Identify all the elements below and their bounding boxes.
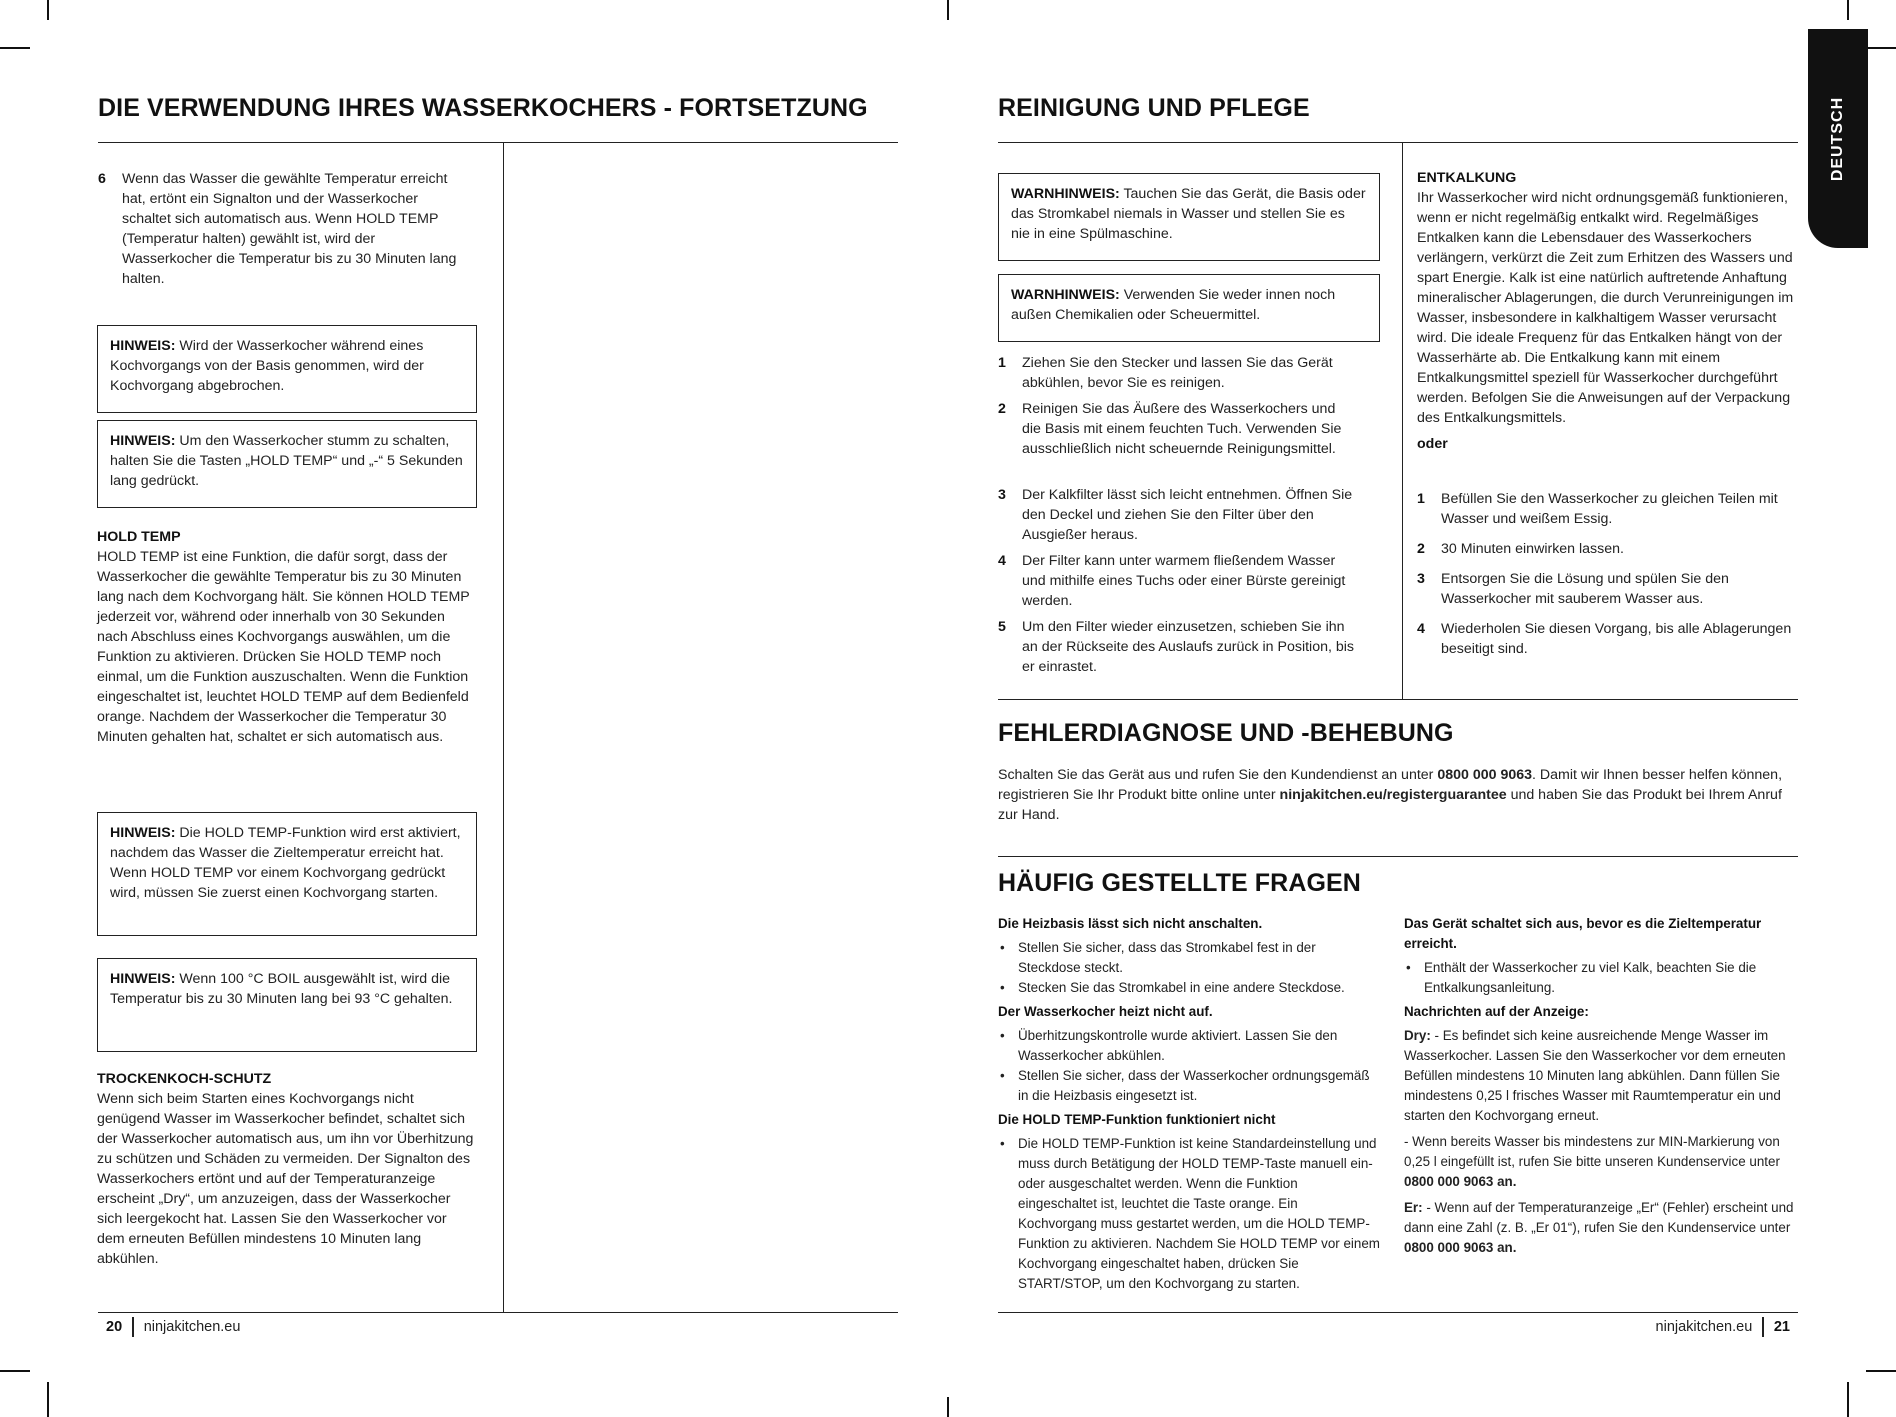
cleaning-step-5: [998, 617, 1358, 677]
footer-separator: [132, 1317, 134, 1337]
descaling-step-4: [1417, 619, 1792, 659]
phone-number: 0800 000 9063: [1437, 767, 1533, 783]
step-text: Reinigen Sie das Äußere des Wasserkochers und die Basis mit einem feuchten Tuch. Verwenden Sie ausschließlich nicht scheuernde Reinigungsmittel.: [1022, 401, 1342, 457]
faq-answer-list: [1404, 958, 1794, 998]
cleaning-step-1: [998, 353, 1358, 393]
note-box-1: [97, 325, 477, 413]
section-heading: TROCKENKOCH-SCHUTZ: [97, 1071, 272, 1087]
step-number: 2: [998, 401, 1006, 417]
faq-answer-item: • Stecken Sie das Stromkabel in eine andere Steckdose.: [998, 978, 1380, 998]
text-run: . Damit wir Ihnen besser helfen können, registrieren Sie Ihr Produkt bitte online unter: [998, 767, 1783, 803]
page-number: 21: [1773, 1318, 1790, 1335]
note-box-2: [97, 420, 477, 508]
cleaning-step-4: [998, 551, 1358, 611]
faq-question: Die HOLD TEMP-Funktion funktioniert nicht: [998, 1112, 1276, 1127]
note-text: Um den Wasserkocher stumm zu schalten, halten Sie die Tasten „HOLD TEMP“ und „-“ 5 Sekunden lang gedrückt.: [110, 433, 463, 489]
note-label: HINWEIS:: [110, 825, 176, 841]
note-label: HINWEIS:: [110, 338, 176, 354]
phone-number: 0800 000 9063 an.: [1404, 1240, 1517, 1255]
note-text: Die HOLD TEMP-Funktion wird erst aktiviert, nachdem das Wasser die Zieltemperatur erreicht hat. Wenn HOLD TEMP vor einem Kochvorgang gedrückt wird, müssen Sie zuerst einen Kochvorgang starten.: [110, 825, 461, 901]
page-number: 20: [106, 1318, 123, 1335]
warning-text: Verwenden Sie weder innen noch außen Chemikalien oder Scheuermittel.: [1011, 287, 1336, 323]
descaling-or: oder: [1417, 436, 1448, 452]
note-box-3: [97, 812, 477, 936]
crop-mark: [947, 0, 949, 20]
column-divider-left: [503, 142, 504, 1312]
title-rule-right: [998, 142, 1798, 143]
step-number: 6: [98, 171, 106, 187]
warning-label: WARNHINWEIS:: [1011, 287, 1120, 303]
step-number: 4: [1417, 621, 1425, 637]
column-divider-right: [1402, 142, 1403, 699]
note-label: HINWEIS:: [110, 971, 176, 987]
step-number: 2: [1417, 541, 1425, 557]
faq-answer-list: [998, 938, 1380, 998]
warning-text: Tauchen Sie das Gerät, die Basis oder das Stromkabel niemals in Wasser und stellen Sie es nie in eine Spülmaschine.: [1011, 186, 1366, 242]
footer-separator: [1762, 1317, 1764, 1337]
faq-column-right: [1404, 914, 1794, 1264]
step-text: Befüllen Sie den Wasserkocher zu gleichen Teilen mit Wasser und weißem Essig.: [1441, 491, 1778, 527]
crop-mark: [1847, 1382, 1849, 1417]
step-text: Der Filter kann unter warmem fließendem Wasser und mithilfe eines Tuchs oder einer Bürste gereinigt werden.: [1022, 553, 1346, 609]
descaling-step-3: [1417, 569, 1792, 609]
troubleshooting-text: [998, 765, 1788, 825]
crop-mark: [1847, 0, 1849, 20]
language-tab-label: DEUTSCH: [1829, 96, 1846, 181]
faq-answer-list: [998, 1134, 1380, 1294]
step-text: Wenn das Wasser die gewählte Temperatur erreicht hat, ertönt ein Signalton und der Wasserkocher schaltet sich automatisch aus. Wenn HOLD TEMP (Temperatur halten) gewählt ist, wird der Wasserkocher die Temperatur bis zu 30 Minuten lang halten.: [122, 171, 457, 287]
descaling-section: [1417, 168, 1801, 454]
display-message-dry: [1404, 1026, 1794, 1126]
footer-rule-left: [98, 1312, 898, 1313]
dry-boil-section: [97, 1069, 477, 1269]
crop-mark: [47, 1382, 49, 1417]
step-number: 1: [1417, 491, 1425, 507]
crop-mark: [0, 1370, 30, 1372]
step-number: 5: [998, 619, 1006, 635]
message-code: Dry:: [1404, 1028, 1431, 1043]
section-text: HOLD TEMP ist eine Funktion, die dafür sorgt, dass der Wasserkocher die gewählte Temperatur bis zu 30 Minuten lang nach dem Kochvorgang hält. Sie können HOLD TEMP jederzeit vor, während oder innerhalb von 30 Sekunden nach Abschluss eines Kochvorgangs auswählen, um die Funktion zu aktivieren. Drücken Sie HOLD TEMP noch einmal, um die Funktion auszuschalten. Wenn die Funktion eingeschaltet ist, leuchtet HOLD TEMP auf dem Bedienfeld orange. Nachdem der Wasserkocher die Temperatur 30 Minuten gehalten hat, schaltet er sich automatisch aus.: [97, 549, 470, 745]
descaling-step-2: [1417, 539, 1792, 559]
section-rule: [998, 699, 1798, 700]
descaling-heading: ENTKALKUNG: [1417, 170, 1517, 186]
cleaning-step-2: [998, 399, 1358, 459]
display-message-min: [1404, 1132, 1794, 1192]
registration-link[interactable]: ninjakitchen.eu/registerguarantee: [1279, 787, 1507, 803]
crop-mark: [47, 0, 49, 20]
language-tab: [1808, 29, 1868, 248]
hold-temp-section: [97, 527, 477, 747]
faq-title: HÄUFIG GESTELLTE FRAGEN: [998, 869, 1361, 897]
descaling-step-1: [1417, 489, 1792, 529]
crop-mark: [1866, 47, 1896, 49]
step-number: 4: [998, 553, 1006, 569]
step-text: 30 Minuten einwirken lassen.: [1441, 541, 1624, 557]
footer-site: ninjakitchen.eu: [1655, 1318, 1753, 1335]
note-text: Wenn 100 °C BOIL ausgewählt ist, wird die Temperatur bis zu 30 Minuten lang bei 93 °C gehalten.: [110, 971, 453, 1007]
warning-box-2: [998, 274, 1380, 342]
message-text: - Es befindet sich keine ausreichende Menge Wasser im Wasserkocher. Lassen Sie den Wasserkocher vor dem erneuten Befüllen mindestens 10 Minuten lang abkühlen. Dann füllen Sie mindestens 0,25 l frisches Wasser mit Raumtemperatur ein und starten den Kochvorgang erneut.: [1404, 1028, 1786, 1123]
step-number: 3: [1417, 571, 1425, 587]
faq-answer-item: • Stellen Sie sicher, dass der Wasserkocher ordnungsgemäß in die Heizbasis eingesetzt ist.: [998, 1066, 1380, 1106]
section-text: Wenn sich beim Starten eines Kochvorgangs nicht genügend Wasser im Wasserkocher befindet, schaltet sich der Wasserkocher automatisch aus, um ihn vor Überhitzung zu schützen und Schäden zu vermeiden. Der Signalton des Wasserkochers ertönt und auf der Temperaturanzeige erscheint „Dry“, um anzuzeigen, dass der Wasserkocher sich leergekocht hat. Lassen Sie den Wasserkocher vor dem erneuten Befüllen mindestens 10 Minuten lang abkühlen.: [97, 1091, 474, 1267]
faq-answer-item: • Die HOLD TEMP-Funktion ist keine Standardeinstellung und muss durch Betätigung der HOLD TEMP-Taste manuell ein- oder ausgeschaltet werden. Wenn die Funktion eingeschaltet ist, leuchtet die Taste orange. Ein Kochvorgang muss gestartet werden, um die HOLD TEMP-Funktion zu aktivieren. Nachdem Sie HOLD TEMP vor einem Kochvorgang eingeschaltet haben, drücken Sie START/STOP, um den Kochvorgang zu starten.: [998, 1134, 1380, 1294]
section-rule: [998, 856, 1798, 857]
faq-question: Die Heizbasis lässt sich nicht anschalten.: [998, 916, 1263, 931]
section-heading: HOLD TEMP: [97, 529, 181, 545]
faq-answer-item: • Überhitzungskontrolle wurde aktiviert. Lassen Sie den Wasserkocher abkühlen.: [998, 1026, 1380, 1066]
step-text: Der Kalkfilter lässt sich leicht entnehmen. Öffnen Sie den Deckel und ziehen Sie den Filter über den Ausgießer heraus.: [1022, 487, 1353, 543]
warning-box-1: [998, 173, 1380, 261]
note-box-4: [97, 958, 477, 1052]
faq-answer-item: • Stellen Sie sicher, dass das Stromkabel fest in der Steckdose steckt.: [998, 938, 1380, 978]
display-message-er: [1404, 1198, 1794, 1258]
faq-question: Nachrichten auf der Anzeige:: [1404, 1004, 1589, 1019]
phone-number: 0800 000 9063 an.: [1404, 1174, 1517, 1189]
step-6: [98, 169, 458, 289]
message-text: - Wenn auf der Temperaturanzeige „Er“ (Fehler) erscheint und dann eine Zahl (z. B. „Er 01“), rufen Sie den Kundenservice unter: [1404, 1200, 1794, 1235]
message-text: - Wenn bereits Wasser bis mindestens zur MIN-Markierung von 0,25 l eingefüllt ist, rufen Sie bitte unseren Kundenservice unter: [1404, 1134, 1780, 1169]
troubleshooting-title: FEHLERDIAGNOSE UND -BEHEBUNG: [998, 719, 1454, 747]
cleaning-step-3: [998, 485, 1358, 545]
step-text: Entsorgen Sie die Lösung und spülen Sie den Wasserkocher mit sauberem Wasser aus.: [1441, 571, 1729, 607]
descaling-text: Ihr Wasserkocher wird nicht ordnungsgemäß funktionieren, wenn er nicht regelmäßig entkalkt wird. Regelmäßiges Entkalken kann die Lebensdauer des Wasserkochers verlängern, verkürzt die Zeit zum Erhitzen des Wassers und spart Energie. Kalk ist eine natürlich auftretende Anhaftung mineralischer Ablagerungen, die durch Verunreinigungen im Wasser, insbesondere in kalkhaltigem Wasser verursacht wird. Die ideale Frequenz für das Entkalken hängt von der Wasserhärte ab. Die Entkalkung kann mit einem Entkalkungsmittel speziell für Wasserkocher durchgeführt werden. Befolgen Sie die Anweisungen auf der Verpackung des Entkalkungsmittels.: [1417, 190, 1794, 426]
step-text: Ziehen Sie den Stecker und lassen Sie das Gerät abkühlen, bevor Sie es reinigen.: [1022, 355, 1333, 391]
step-text: Wiederholen Sie diesen Vorgang, bis alle Ablagerungen beseitigt sind.: [1441, 621, 1792, 657]
note-text: Wird der Wasserkocher während eines Kochvorgangs von der Basis genommen, wird der Kochvorgang abgebrochen.: [110, 338, 424, 394]
text-run: und haben Sie das Produkt bei Ihrem Anruf zur Hand.: [998, 787, 1782, 823]
message-code: Er:: [1404, 1200, 1423, 1215]
note-label: HINWEIS:: [110, 433, 176, 449]
footer-left: [106, 1317, 240, 1337]
step-text: Um den Filter wieder einzusetzen, schieben Sie ihn an der Rückseite des Auslaufs zurück in Position, bis er einrastet.: [1022, 619, 1354, 675]
page-title-left: DIE VERWENDUNG IHRES WASSERKOCHERS - FORTSETZUNG: [98, 94, 868, 122]
crop-mark: [0, 47, 30, 49]
footer-site: ninjakitchen.eu: [143, 1318, 241, 1335]
crop-mark: [1866, 1370, 1896, 1372]
faq-question: Der Wasserkocher heizt nicht auf.: [998, 1004, 1213, 1019]
faq-question: Das Gerät schaltet sich aus, bevor es die Zieltemperatur erreicht.: [1404, 916, 1762, 951]
faq-answer-item: • Enthält der Wasserkocher zu viel Kalk, beachten Sie die Entkalkungsanleitung.: [1404, 958, 1794, 998]
cleaning-title: REINIGUNG UND PFLEGE: [998, 94, 1310, 122]
text-run: Schalten Sie das Gerät aus und rufen Sie den Kundendienst an unter: [998, 767, 1438, 783]
step-number: 1: [998, 355, 1006, 371]
crop-mark: [947, 1397, 949, 1417]
step-number: 3: [998, 487, 1006, 503]
title-rule-left: [98, 142, 898, 143]
footer-right: [1640, 1317, 1790, 1337]
faq-column-left: [998, 914, 1380, 1298]
warning-label: WARNHINWEIS:: [1011, 186, 1120, 202]
faq-answer-list: [998, 1026, 1380, 1106]
footer-rule-right: [998, 1312, 1798, 1313]
